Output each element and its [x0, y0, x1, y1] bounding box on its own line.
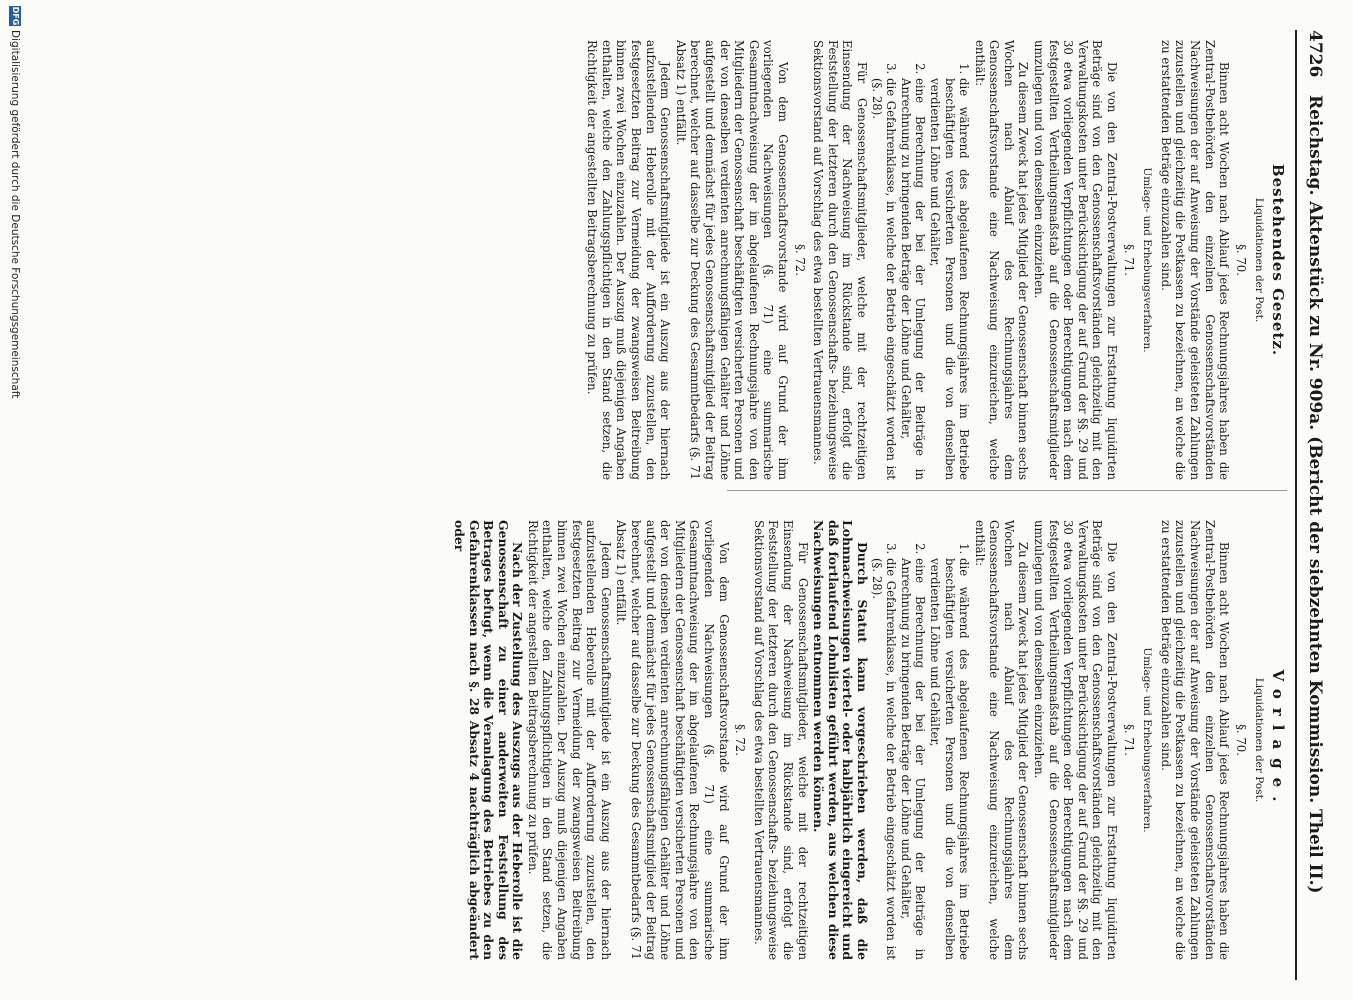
running-title: Reichstag. Aktenstück zu Nr. 909a. (Bericht der siebzehnten Kommission. Theil II.)	[1305, 95, 1325, 894]
section-72-amendment: Nach der Zustellung des Auszugs aus der Heberolle ist die Genossenschaft zu einer anderweiten Feststellung des Betrages befugt, wenn die Veranlagung des Betriebes zu den Gefahrenklassen nach §. 28 Absatz 4 nachträglich abgeändert oder	[451, 520, 526, 960]
list-item: 3. die Gefahrenklasse, in welche der Betrieb eingeschätzt worden ist (§. 28).	[869, 78, 898, 480]
subheading-post-liquidations: Liquidationen der Post.	[1253, 677, 1266, 803]
section-70-text: Binnen acht Wochen nach Ablauf jedes Rechnungsjahres haben die Zentral-Postbehörden den einzelnen Genossenschaftsvorständen Nachweisungen der auf Anweisung der Vorstände geleisteten Zahlungen zuzustellen und gleichzeitig die Postkassen zu bezeichnen, an welche die zu erstattenden Beträge einzuzahlen sind.	[1158, 40, 1232, 480]
section-70-text: Binnen acht Wochen nach Ablauf jedes Rechnungsjahres haben die Zentral-Postbehörden den einzelnen Genossenschaftsvorständen Nachweisungen der auf Anweisung der Vorstände geleisteten Zahlungen zuzustellen und gleichzeitig die Postkassen zu bezeichnen, an welche die zu erstattenden Beträge einzuzahlen sind.	[1158, 520, 1232, 960]
section-72-paragraph-1: Von dem Genossenschaftsvorstande wird auf Grund der ihm vorliegenden Nachweisungen (§. 71) eine summarische Gesammtnachweisung der im abgelaufenen Rechnungsjahre von den Mitgliedern der Genossenschaft beschäftigten versicherten Personen und der von denselben verdienten anrechnungsfähigen Gehälter und Löhne aufgestellt und demnächst für jedes Genossenschaftsmitglied der Beitrag berechnet, welcher auf dasselbe zur Deckung des Gesammtbedarfs (§. 71 Absatz 1) entfällt.	[673, 40, 790, 480]
section-71-paragraph-2: Zu diesem Zweck hat jedes Mitglied der Genossenschaft binnen sechs Wochen nach Ablauf des Rechnungsjahres dem Genossenschaftsvorstande eine Nachweisung einzureichen, welche enthält:	[972, 520, 1031, 960]
section-71-list	[869, 40, 971, 480]
section-71-paragraph-3: Für Genossenschaftsmitglieder, welche mit der rechtzeitigen Einsendung der Nachweisung im Rückstande sind, erfolgt die Feststellung der letzteren durch den Genossenschafts- beziehungsweise Sektionsvorstand auf Vorschlag des etwa bestellten Vertrauensmannes.	[751, 520, 810, 960]
section-72-number: §. 72.	[733, 724, 748, 756]
section-72-paragraph-2: Jedem Genossenschaftsmitgliede ist ein Auszug aus der hiernach aufzustellenden Heberolle mit der Aufforderung zuzustellen, den festgesetzten Beitrag zur Vermeidung der zwangsweisen Beitreibung binnen zwei Wochen einzuzahlen. Der Auszug muß diejenigen Angaben enthalten, welche den Zahlungspflichtigen in den Stand setzen, die Richtigkeit der angestellten Beitragsberechnung zu prüfen.	[525, 520, 613, 960]
left-column-existing-law	[72, 40, 1287, 480]
list-item: 1. die während des abgelaufenen Rechnungsjahres im Betriebe beschäftigten versicherten Personen und die von denselben verdienten Löhne und Gehälter,	[927, 78, 971, 480]
list-item: 2. eine Berechnung der bei der Umlegung der Beiträge in Anrechnung zu bringenden Beträge der Löhne und Gehälter,	[898, 78, 927, 480]
list-item: 2. eine Berechnung der bei der Umlegung der Beiträge in Anrechnung zu bringenden Beträge der Löhne und Gehälter,	[898, 558, 927, 960]
subheading-post-liquidations: Liquidationen der Post.	[1253, 197, 1266, 323]
list-item: 3. die Gefahrenklasse, in welche der Betrieb eingeschätzt worden ist (§. 28).	[869, 558, 898, 960]
section-71-amendment: Durch Statut kann vorgeschrieben werden, daß die Lohnnachweisungen viertel- oder halbjährlich eingereicht und daß fortlaufend Lohnlisten geführt werden, aus welchen diese Nachweisungen entnommen werden können.	[811, 520, 870, 960]
section-72-paragraph-1: Von dem Genossenschaftsvorstande wird auf Grund der ihm vorliegenden Nachweisungen (§. 71) eine summarische Gesammtnachweisung der im abgelaufenen Rechnungsjahre von den Mitgliedern der Genossenschaft beschäftigten versicherten Personen und der von denselben verdienten anrechnungsfähigen Gehälter und Löhne aufgestellt und demnächst für jedes Genossenschaftsmitglied der Beitrag berechnet, welcher auf dasselbe zur Deckung des Gesammtbedarfs (§. 71 Absatz 1) entfällt.	[614, 520, 731, 960]
page-number: 4726	[1305, 30, 1325, 78]
section-70-number: §. 70.	[1233, 724, 1248, 756]
section-72-paragraph-2: Jedem Genossenschaftsmitgliede ist ein Auszug aus der hiernach aufzustellenden Heberolle mit der Aufforderung zuzustellen, den festgesetzten Beitrag zur Vermeidung der zwangsweisen Beitreibung binnen zwei Wochen einzuzahlen. Der Auszug muß diejenigen Angaben enthalten, welche den Zahlungspflichtigen in den Stand setzen, die Richtigkeit der angestellten Beitragsberechnung zu prüfen.	[585, 40, 673, 480]
section-71-number: §. 71.	[1121, 244, 1136, 276]
subheading-levy-procedure: Umlage- und Erhebungsverfahren.	[1141, 647, 1154, 833]
section-71-list	[869, 520, 971, 960]
column-heading: Bestehendes Gesetz.	[1269, 163, 1287, 357]
list-item: 1. die während des abgelaufenen Rechnungsjahres im Betriebe beschäftigten versicherten Personen und die von denselben verdienten Löhne und Gehälter,	[927, 558, 971, 960]
section-71-number: §. 71.	[1121, 724, 1136, 756]
right-column-proposal	[72, 520, 1287, 960]
funding-note: Digitalisierung gefördert durch die Deutsche Forschungsgemeinschaft	[9, 30, 21, 399]
header-rule	[1295, 30, 1297, 980]
section-72-number: §. 72.	[792, 244, 807, 276]
section-70-number: §. 70.	[1233, 244, 1248, 276]
column-divider	[727, 490, 1287, 491]
section-71-paragraph-3: Für Genossenschaftsmitglieder, welche mit der rechtzeitigen Einsendung der Nachweisung im Rückstande sind, erfolgt die Feststellung der letzteren durch den Genossenschafts- beziehungsweise Sektionsvorstand auf Vorschlag des etwa bestellten Vertrauensmannes.	[811, 40, 869, 480]
section-71-paragraph-1: Die von den Zentral-Postverwaltungen zur Erstattung liquidirten Beträge sind von den Genossenschaftsvorständen gleichzeitig mit den Verwaltungskosten unter Berücksichtigung der auf Grund der §§. 29 und 30 etwa vorliegenden Verpflichtungen oder Berechtigungen nach dem festgestellten Vertheilungsmaßstab auf die Genossenschaftsmitglieder umzulegen und von denselben einzuziehen.	[1032, 520, 1120, 960]
column-heading: Vorlage.	[1269, 669, 1287, 811]
digitization-footer	[5, 0, 23, 1000]
dfg-logo-icon: DFG	[11, 6, 20, 26]
subheading-levy-procedure: Umlage- und Erhebungsverfahren.	[1141, 167, 1154, 353]
section-71-paragraph-1: Die von den Zentral-Postverwaltungen zur Erstattung liquidirten Beträge sind von den Genossenschaftsvorständen gleichzeitig mit den Verwaltungskosten unter Berücksichtigung der auf Grund der §§. 29 und 30 etwa vorliegenden Verpflichtungen oder Berechtigungen nach dem festgestellten Vertheilungsmaßstab auf die Genossenschaftsmitglieder umzulegen und von denselben einzuziehen.	[1032, 40, 1120, 480]
section-71-paragraph-2: Zu diesem Zweck hat jedes Mitglied der Genossenschaft binnen sechs Wochen nach Ablauf des Rechnungsjahres dem Genossenschaftsvorstande eine Nachweisung einzureichen, welche enthält:	[972, 40, 1031, 480]
